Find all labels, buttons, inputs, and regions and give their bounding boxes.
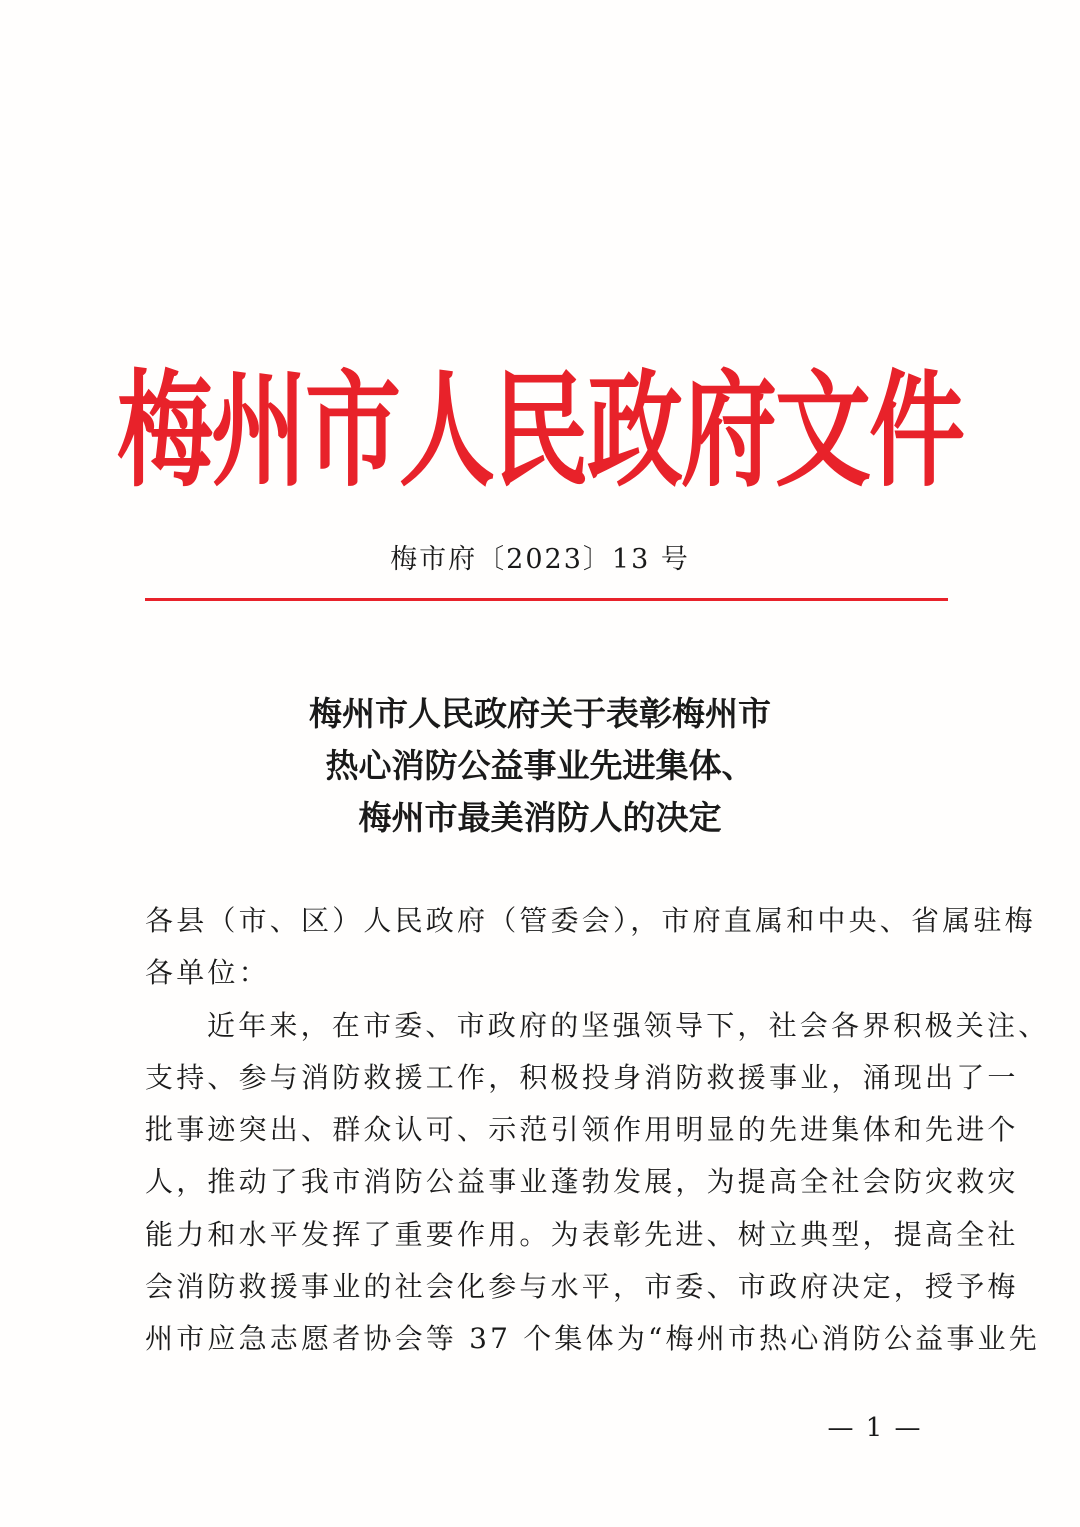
addressee-line: 各县（市、区）人民政府（管委会），市府直属和中央、省属驻梅 bbox=[145, 904, 1036, 937]
body-text-line: 能力和水平发挥了重要作用。为表彰先进、树立典型，提高全社 bbox=[145, 1217, 1019, 1251]
document-number: 梅市府〔2023〕13 号 bbox=[390, 544, 690, 575]
addressee-line: 各单位： bbox=[145, 956, 270, 990]
document-masthead: 梅州市人民政府文件 bbox=[117, 358, 963, 504]
body-text-line: 批事迹突出、群众认可、示范引领作用明显的先进集体和先进个 bbox=[145, 1113, 1019, 1147]
body-text-line: 会消防救援事业的社会化参与水平，市委、市政府决定，授予梅 bbox=[145, 1270, 1019, 1304]
body-text-line: 支持、参与消防救援工作，积极投身消防救援事业，涌现出了一 bbox=[145, 1060, 1019, 1094]
document-title bbox=[0, 688, 1080, 844]
title-line: 热心消防公益事业先进集体、 bbox=[325, 746, 755, 785]
document-body bbox=[145, 895, 1050, 1366]
body-text-line: 州市应急志愿者协会等 37 个集体为“梅州市热心消防公益事业先 bbox=[145, 1322, 1040, 1356]
page-number: — 1 — bbox=[827, 1413, 923, 1443]
title-line: 梅州市人民政府关于表彰梅州市 bbox=[309, 694, 771, 733]
body-text-line: 近年来，在市委、市政府的坚强领导下，社会各界积极关注、 bbox=[207, 1008, 1050, 1042]
title-line: 梅州市最美消防人的决定 bbox=[358, 798, 722, 837]
red-divider-line bbox=[145, 598, 948, 601]
body-text-line: 人，推动了我市消防公益事业蓬勃发展，为提高全社会防灾救灾 bbox=[145, 1165, 1019, 1199]
